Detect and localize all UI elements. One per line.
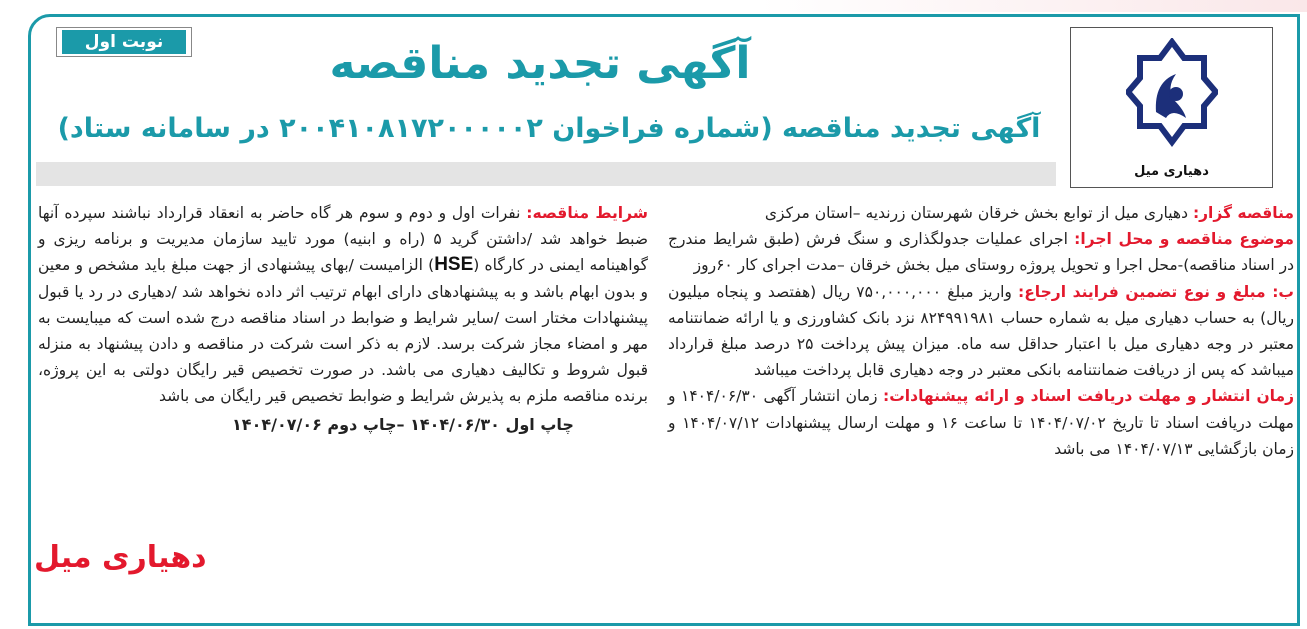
- grey-band: [36, 162, 1056, 186]
- tender-organizer: [668, 200, 1294, 226]
- section-text: ) الزامیست /بهای پیشنهادی از جهت مبلغ باید مشخص و معین و بدون ابهام باشد و به پیشنهادهای دارای ابهام ترتیب اثر داده نخواهد شد /دهیاری در رد یا قبول پیشنهادات مختار است /سایر شرایط و ضوابط در اسناد مناقصه درج شده است که میبایست به مهر و امضاء مجاز شرکت برسد. لازم به ذکر است شرکت در مناقصه و دادن پیشنهاد به منزله قبول شروط و تکالیف دهیاری می باشد. در صورت تخصیص قیر رایگان دولتی به این پروژه، برنده مناقصه ملزم به پذیرش شرایط و ضوابط تخصیص قیر رایگان می باشد: [38, 256, 648, 406]
- signature: دهیاری میل: [34, 540, 207, 575]
- section-text: نفرات اول و دوم و سوم هر گاه حاضر به انعقاد قرارداد نباشند سپرده آنها ضبط خواهد شد /داشتن گرید ۵ (راه و ابنیه) مورد تایید سازمان مدیریت و برنامه ریزی و گواهینامه ایمنی در کارگاه (: [38, 204, 649, 275]
- logo-caption: دهیاری میل: [1134, 164, 1209, 179]
- tender-schedule: [668, 383, 1294, 462]
- ad-subtitle: آگهی تجدید مناقصه (شماره فراخوان ۲۰۰۴۱۰۸۱۷۲۰۰۰۰۰۲ در سامانه ستاد): [57, 113, 1041, 144]
- logo-box: [1070, 27, 1273, 188]
- tender-conditions-column: [38, 200, 648, 438]
- tender-details-column: [668, 200, 1294, 462]
- dehyari-logo-icon: [1126, 38, 1218, 150]
- section-text: زمان انتشار آگهی ۱۴۰۴/۰۶/۳۰ و مهلت دریافت اسناد تا تاریخ ۱۴۰۴/۰۷/۰۲ تا ساعت ۱۶ و مهلت ارسال پیشنهادات ۱۴۰۴/۰۷/۱۲ و زمان بازگشایی ۱۴۰۴/۰۷/۱۳ می باشد: [668, 387, 1294, 458]
- print-dates: چاپ اول ۱۴۰۴/۰۶/۳۰ –چاپ دوم ۱۴۰۴/۰۷/۰۶: [232, 414, 574, 434]
- section-label: موضوع مناقصه و محل اجرا:: [1074, 230, 1294, 249]
- badge-label: نوبت اول: [62, 30, 186, 54]
- first-publication-badge: [56, 27, 192, 57]
- tender-subject: [668, 226, 1294, 278]
- section-label: ب: مبلغ و نوع تضمین فرایند ارجاع:: [1018, 282, 1294, 301]
- ad-title: آگهی تجدید مناقصه: [329, 38, 751, 89]
- top-decoration: [760, 0, 1307, 12]
- section-label: شرایط مناقصه:: [526, 204, 649, 222]
- hse-text: HSE: [434, 254, 474, 276]
- section-text: واریز مبلغ ۷۵۰,۰۰۰,۰۰۰ ریال (هفتصد و پنجاه میلیون ریال) به حساب دهیاری میل به شماره حساب ۸۲۴۹۹۱۹۸۱ نزد بانک کشاورزی و یا ارائه ضمانتنامه معتبر در وجه دهیاری میل با اعتبار حداقل سه ماه. میزان پیش پرداخت ۲۵ درصد مبلغ قرارداد میباشد که پس از دریافت ضمانتنامه بانکی معتبر در وجه دهیاری قابل پرداخت میباشد: [668, 282, 1294, 380]
- tender-guarantee: [668, 279, 1294, 384]
- tender-conditions: [38, 200, 648, 410]
- section-label: زمان انتشار و مهلت دریافت اسناد و ارائه پیشنهادات:: [883, 387, 1295, 406]
- section-text: اجرای عملیات جدولگذاری و سنگ فرش (طبق شرایط مندرج در اسناد مناقصه)-محل اجرا و تحویل پروژه روستای میل بخش خرقان –مدت اجرای کار ۶۰روز: [668, 230, 1294, 275]
- section-text: دهیاری میل از توابع بخش خرقان شهرستان زرندیه –استان مرکزی: [764, 204, 1193, 222]
- section-label: مناقصه گزار:: [1192, 204, 1294, 222]
